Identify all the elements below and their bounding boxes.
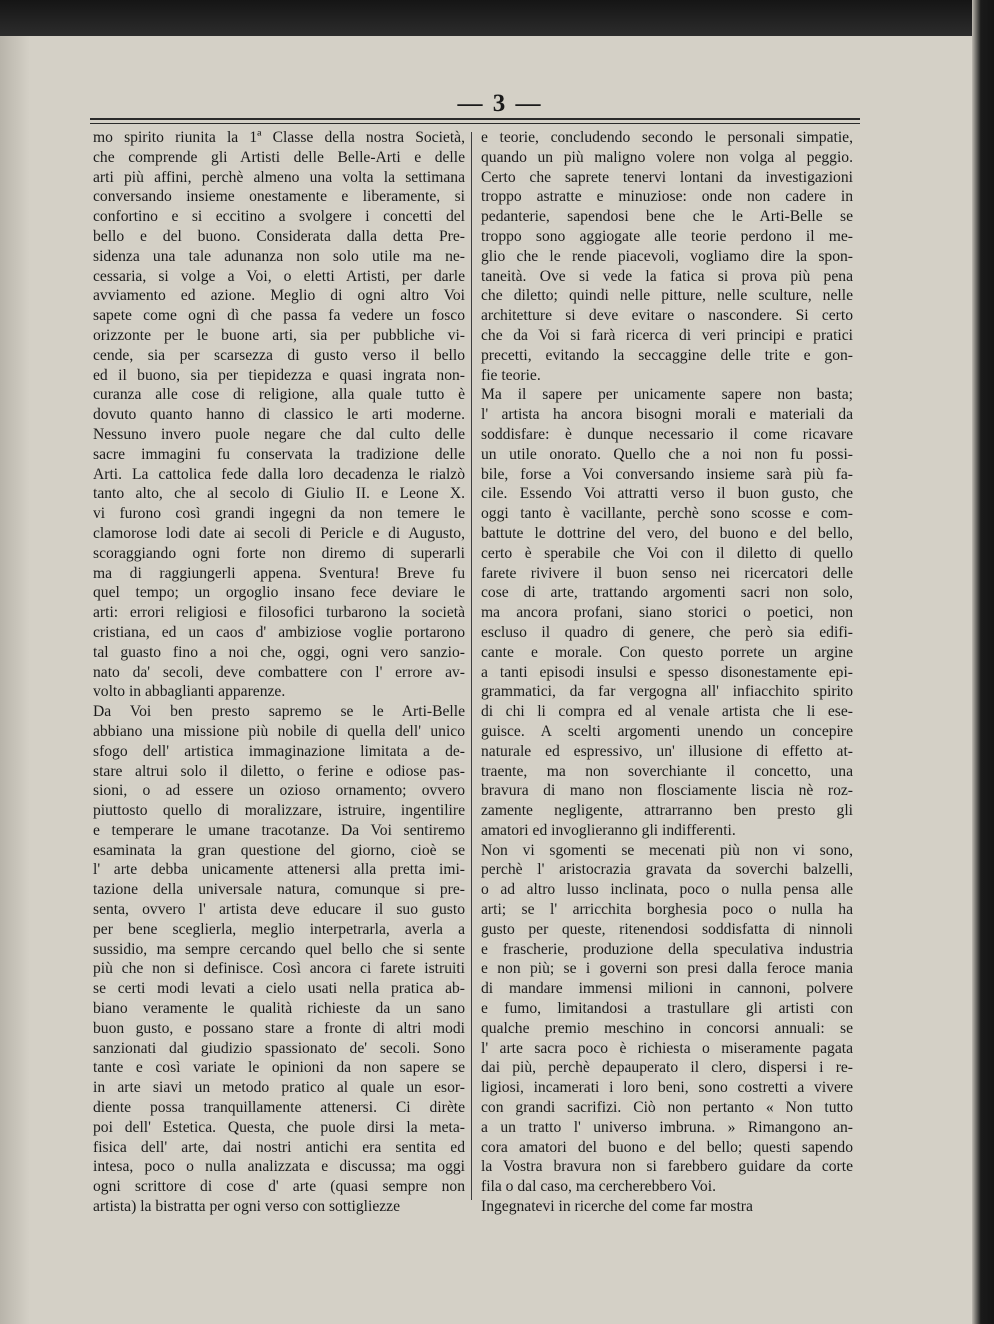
text-line: che diletto; quindi nelle pitture, nelle sculture, nelle (481, 287, 853, 305)
text-line: tazione della universale natura, comunque si pre- (93, 881, 465, 899)
text-line: fila o dal caso, ma cercherebbero Voi. (481, 1178, 716, 1196)
text-line: che da Voi si farà ricerca di veri principi e pratici (481, 326, 853, 344)
text-line: taneità. Ove si vede la fatica si prova più pena (481, 267, 853, 285)
scan-top-edge (0, 0, 994, 36)
text-line: traente, ma non soverchiante il concetto, una (481, 762, 853, 780)
text-line: ed il buono, sia per tiepidezza e quasi ingrata non- (93, 366, 465, 384)
text-line: un utile onorato. Quello che a noi non fu possi- (481, 445, 853, 463)
text-line: di chi li compra ed al venale artista che li ese- (481, 703, 853, 721)
text-line: naturale ed espressivo, un' illusione di effetto at- (481, 742, 853, 760)
text-line: soddisfare: è dunque necessario il come ricavare (481, 425, 853, 443)
text-line: troppo sono aggiogate alle teorie perdono il me- (481, 227, 853, 245)
text-line: battute le dottrine del vero, del buono e del bello, (481, 524, 853, 542)
text-line: Ma il sapere per unicamente sapere non basta; (481, 386, 853, 404)
column-separator (471, 132, 472, 1200)
text-line: e non più; se i governi son presi dalla feroce mania (481, 960, 853, 978)
text-line: confortino e si eccitino a svolgere i concetti del (93, 208, 465, 226)
text-line: arti; se l' arricchita borghesia poco o nulla ha (481, 901, 853, 919)
text-line: conversando insieme onestamente e liberamente, si (93, 188, 465, 206)
text-line: precetti, evitando la seccaggine delle trite e gon- (481, 346, 853, 364)
text-line: senta, ovvero l' artista deve educare il suo gusto (93, 901, 465, 919)
text-line: fisica dell' arte, dai nostri antichi era sentita ed (93, 1138, 465, 1156)
text-line: farete rivivere il buon senso nei ricercatori delle (481, 564, 853, 582)
text-line: stare altrui solo il diletto, o ferine e odiose pas- (93, 762, 465, 780)
text-line: in arte siavi un metodo pratico al quale un esor- (93, 1079, 465, 1097)
text-line: ligiosi, incamerati i loro beni, sono costretti a vivere (481, 1079, 853, 1097)
text-line: sapete come ogni dì che passa fa vedere un fosco (93, 307, 465, 325)
text-line: cessaria, si volge a Voi, o eletti Artisti, per darle (93, 267, 465, 285)
text-line: mo spirito riunita la 1ª Classe della nostra Società, (93, 129, 465, 146)
text-line: troppo astratte e minuziose: onde non cadere in (481, 188, 853, 206)
text-line: Certo che saprete tenervi lontani da investigazioni (481, 168, 853, 186)
text-line: nato da' secoli, deve combattere con l' errore av- (93, 663, 465, 681)
text-line: poi dell' Estetica. Questa, che puole dirsi la meta- (93, 1118, 465, 1136)
text-line: per bene sceglierla, meglio interpetrarla, averla a (93, 920, 465, 938)
left-column (93, 128, 465, 1217)
text-line: o ad altro lusso inclinata, poco o nulla pensa alle (481, 881, 853, 899)
text-line: se certi modi levati a cielo usati nella pratica ab- (93, 980, 465, 998)
text-line: la Vostra bravura non si farebbero guidare da corte (481, 1158, 853, 1176)
text-line: sacre immagini fu conservata la tradizione delle (93, 445, 465, 463)
text-line: buon gusto, e possano stare a fronte di altri modi (93, 1019, 465, 1037)
text-line: e frascherie, produzione della speculativa industria (481, 940, 853, 958)
text-line: arti più affini, perchè almeno una volta la settimana (93, 168, 465, 186)
text-line: curanza alle cose di religione, alla quale tutto è (93, 386, 465, 404)
text-line: dovuto quanto hanno di classico le arti moderne. (93, 406, 465, 424)
text-line: volto in abbaglianti apparenze. (93, 683, 286, 701)
text-line: che comprende gli Artisti delle Belle-Arti e delle (93, 148, 465, 166)
text-line: con grandi sacrifizi. Ciò non pertanto « Non tutto (481, 1099, 853, 1117)
text-line: cora amatori del buono e del bello; questi sapendo (481, 1138, 853, 1156)
text-line: ogni scrittore di cose d' arte (quasi sempre non (93, 1178, 465, 1196)
text-line: oggi tanto è vacillante, perchè sono scosse e com- (481, 505, 853, 523)
text-line: e teorie, concludendo secondo le personali simpatie, (481, 129, 853, 146)
text-line: l' arte sacra poco è richiesta o miseramente pagata (481, 1039, 853, 1057)
text-line: clamorose lodi date ai secoli di Pericle e di Augusto, (93, 524, 465, 542)
text-line: bile, forse a Voi conversando insieme sarà più fa- (481, 465, 853, 483)
text-line: a tanti episodi insulsi e spesso disonestamente epi- (481, 663, 853, 681)
text-line: escluso il quadro di genere, che però sia edifi- (481, 623, 853, 641)
text-line: certo è sperabile che Voi con il diletto di quello (481, 544, 853, 562)
header-rule (90, 118, 860, 120)
text-line: orizzonte per le buone arti, sia per pubbliche vi- (93, 326, 465, 344)
text-line: ma ancora profani, siano storici o poetici, non (481, 604, 853, 622)
text-line: arti: errori religiosi e filosofici turbarono la società (93, 604, 465, 622)
text-line: abbiano una missione più nobile di quella dell' unico (93, 722, 465, 740)
text-line: tanto alto, che al secolo di Giulio II. e Leone X. (93, 485, 465, 503)
text-line: zamente negligente, attrarranno ben presto gli (481, 802, 853, 820)
text-line: fie teorie. (481, 366, 541, 384)
text-line: bravura di mano non flosciamente liscia nè roz- (481, 782, 853, 800)
text-line: Arti. La cattolica fede dalla loro decadenza le rialzò (93, 465, 465, 483)
text-line: cende, sia per scarsezza di gusto verso il bello (93, 346, 465, 364)
text-line: glio che le rende piacevoli, vogliamo dire la spon- (481, 247, 853, 265)
text-line: grammatici, da far vergogna all' infiacchito spirito (481, 683, 853, 701)
text-line: tante e così variate le opinioni da non sapere se (93, 1059, 465, 1077)
text-line: scoraggiando ogni forte non diremo di superarli (93, 544, 465, 562)
text-line: piuttosto quello di moralizzare, istruire, ingentilire (93, 802, 465, 820)
text-line: e temperare le umane tracotanze. Da Voi sentiremo (93, 821, 465, 839)
text-line: intesa, poco o nulla analizzata e discussa; ma oggi (93, 1158, 465, 1176)
text-line: guisce. A scelti argomenti unendo un concepire (481, 722, 853, 740)
text-line: qualche premio meschino in concorsi annuali: se (481, 1019, 853, 1037)
text-line: Ingegnatevi in ricerche del come far mostra (481, 1198, 753, 1216)
text-line: architetture si deve evitare o nascondere. Si certo (481, 307, 853, 325)
text-line: cante e morale. Con questo porrete un argine (481, 643, 853, 661)
text-line: cile. Essendo Voi attratti verso il buon gusto, che (481, 485, 853, 503)
text-line: Da Voi ben presto sapremo se le Arti-Belle (93, 703, 465, 721)
text-line: gusto per queste, ritenendosi soddisfatta di ninnoli (481, 920, 853, 938)
header-rule-thin (90, 123, 860, 124)
text-line: artista) la bistratta per ogni verso con sottigliezze (93, 1198, 401, 1216)
text-line: esaminata la gran questione del giorno, cioè se (93, 841, 465, 859)
text-line: amatori ed invoglieranno gli indifferenti. (481, 821, 736, 839)
text-line: l' arte debba unicamente attenersi alla pretta imi- (93, 861, 465, 879)
text-line: biano veramente le qualità richieste da un sano (93, 1000, 465, 1018)
text-line: sioni, o ad essere un ozioso ornamento; ovvero (93, 782, 465, 800)
text-line: e fumo, limitandosi a trastullare gli artisti con (481, 1000, 853, 1018)
text-line: sfogo dell' artistica immaginazione limitata a de- (93, 742, 465, 760)
text-line: avviamento ed azione. Meglio di ogni altro Voi (93, 287, 465, 305)
text-line: quel tempo; un orgoglio insano fece deviare le (93, 584, 465, 602)
text-line: a un tratto l' universo imbruna. » Rimangono an- (481, 1118, 853, 1136)
text-line: cristiana, ed un caos d' ambiziose voglie portarono (93, 623, 465, 641)
text-line: cose di arte, trattando argomenti sacri non solo, (481, 584, 853, 602)
text-line: sanzionati dal giudizio spassionato de' secoli. Sono (93, 1039, 465, 1057)
text-line: diente possa tranquillamente attenersi. Ci dirète (93, 1099, 465, 1117)
text-line: bello e del buono. Considerata dalla detta Pre- (93, 227, 465, 245)
text-line: ma di raggiungerli appena. Sventura! Breve fu (93, 564, 465, 582)
scan-right-edge (972, 0, 994, 1324)
scan-left-shadow (0, 36, 30, 1324)
text-line: più che non si definisce. Così ancora ci farete istruiti (93, 960, 465, 978)
text-line: pedanterie, sapendosi bene che le Arti-Belle se (481, 208, 853, 226)
text-line: sussidio, ma sempre cercando quel bello che si sente (93, 940, 465, 958)
text-line: perchè l' aristocrazia gravata da soverchi balzelli, (481, 861, 853, 879)
text-line: quando un più maligno volere non volga al peggio. (481, 148, 853, 166)
text-line: tal guasto fino a noi che, oggi, ogni vero sanzio- (93, 643, 465, 661)
text-line: sidenza una tale adunanza non solo utile ma ne- (93, 247, 465, 265)
page-number: — 3 — (457, 90, 543, 117)
text-line: di mandare immensi milioni in cannoni, polvere (481, 980, 853, 998)
text-line: vi furono così grandi ingegni da non temere le (93, 505, 465, 523)
right-column (481, 128, 853, 1217)
text-line: dai più, perchè depauperato il clero, dispersi i re- (481, 1059, 853, 1077)
text-line: l' artista ha ancora bisogni morali e materiali da (481, 406, 853, 424)
text-line: Non vi sgomenti se mecenati più non vi sono, (481, 841, 853, 859)
text-line: Nessuno invero puole negare che dal culto delle (93, 425, 465, 443)
